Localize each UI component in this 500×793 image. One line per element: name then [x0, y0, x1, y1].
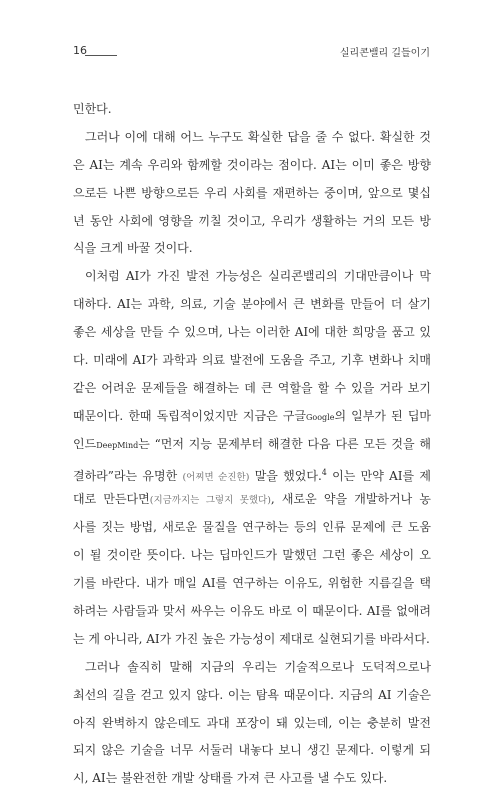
- text-line: 같은 어려운 문제들을 해결하는 데 큰 역할을 할 수 있을 거라 보기: [73, 380, 431, 395]
- text-line: 대하다. AI는 과학, 의료, 기술 분야에서 큰 변화를 만들어 더 살기: [73, 297, 431, 312]
- text-line: 그러나 이에 대해 어느 누구도 확실한 답을 줄 수 없다. 확실한 것: [85, 129, 431, 144]
- text-line: 때문이다. 한때 독립적이었지만 지금은 구글Google의 일부가 된 딥마: [73, 408, 431, 423]
- text-line: 최선의 길을 걷고 있지 않다. 이는 탐욕 때문이다. 지금의 AI 기술은: [73, 687, 431, 702]
- text-line: 이처럼 AI가 가진 발전 가능성은 실리콘밸리의 기대만큼이나 막: [85, 269, 431, 284]
- gloss-deepmind: DeepMind: [96, 440, 139, 450]
- text-line: 년 동안 사회에 영향을 끼칠 것이고, 우리가 생활하는 거의 모든 방: [73, 213, 431, 228]
- text-line: 좋은 세상을 만들 수 있으며, 나는 이러한 AI에 대한 희망을 품고 있: [73, 325, 431, 340]
- text-line: 그러나 솔직히 말해 지금의 우리는 기술적으로나 도덕적으로나: [85, 659, 431, 674]
- text-line: 시, AI는 불완전한 개발 상태를 가져 큰 사고를 낼 수도 있다.: [73, 771, 388, 786]
- text-line: 결하라”라는 유명한 (어찌면 순진한) 말을 했었다.$^4$ 이는 만약 AI를 제: [73, 467, 431, 483]
- text-line: 기를 바란다. 내가 매일 AI를 연구하는 이유도, 위험한 지름길을 택: [73, 576, 431, 591]
- text-line: 아직 완벽하지 않은데도 과대 포장이 돼 있는데, 이는 충분히 발전: [73, 715, 431, 730]
- text-line: 민한다.: [73, 102, 112, 116]
- gloss-google: Google: [306, 412, 335, 422]
- text-line: 대로 만든다면(지금까지는 그렇지 못했다), 새로운 약을 개발하거나 농: [73, 492, 431, 507]
- parenthetical-note: (지금까지는 그렇지 못했다): [149, 495, 271, 507]
- text-line: 사를 짓는 방법, 새로운 물질을 연구하는 등의 인류 문제에 큰 도움: [73, 520, 431, 535]
- text-line: 하려는 사람들과 맞서 싸우는 이유도 바로 이 때문이다. AI를 없애려: [73, 604, 431, 619]
- text-line: 은 AI는 계속 우리와 함께할 것이라는 점이다. AI는 이미 좋은 방향: [73, 157, 431, 172]
- text-line: 으로든 나쁜 방향으로든 우리 사회를 재편하는 중이며, 앞으로 몇십: [73, 185, 431, 200]
- page-number: 16: [73, 44, 87, 57]
- parenthetical-note: (어찌면 순진한): [182, 471, 250, 483]
- text-line: 다. 미래에 AI가 과학과 의료 발전에 도움을 주고, 기후 변화나 치매: [73, 353, 431, 368]
- footnote-marker: 4: [321, 467, 327, 477]
- body-text: [73, 96, 431, 793]
- text-line: 는 게 아니라, AI가 가진 높은 가능성이 제대로 실현되기를 바라서다.: [73, 631, 430, 646]
- text-line: 식을 크게 바꿀 것이다.: [73, 241, 193, 256]
- text-line: 되지 않은 기술을 너무 서둘러 내놓다 보니 생긴 문제다. 이렇게 되: [73, 743, 431, 758]
- running-title: 실리콘밸리 길들이기: [339, 48, 430, 59]
- text-line: 인드DeepMind는 “먼저 지능 문제부터 해결한 다음 다른 모든 것을 해: [73, 436, 431, 451]
- text-line: 이 될 것이란 뜻이다. 나는 딥마인드가 말했던 그런 좋은 세상이 오: [73, 548, 431, 563]
- header-rule: [85, 55, 117, 56]
